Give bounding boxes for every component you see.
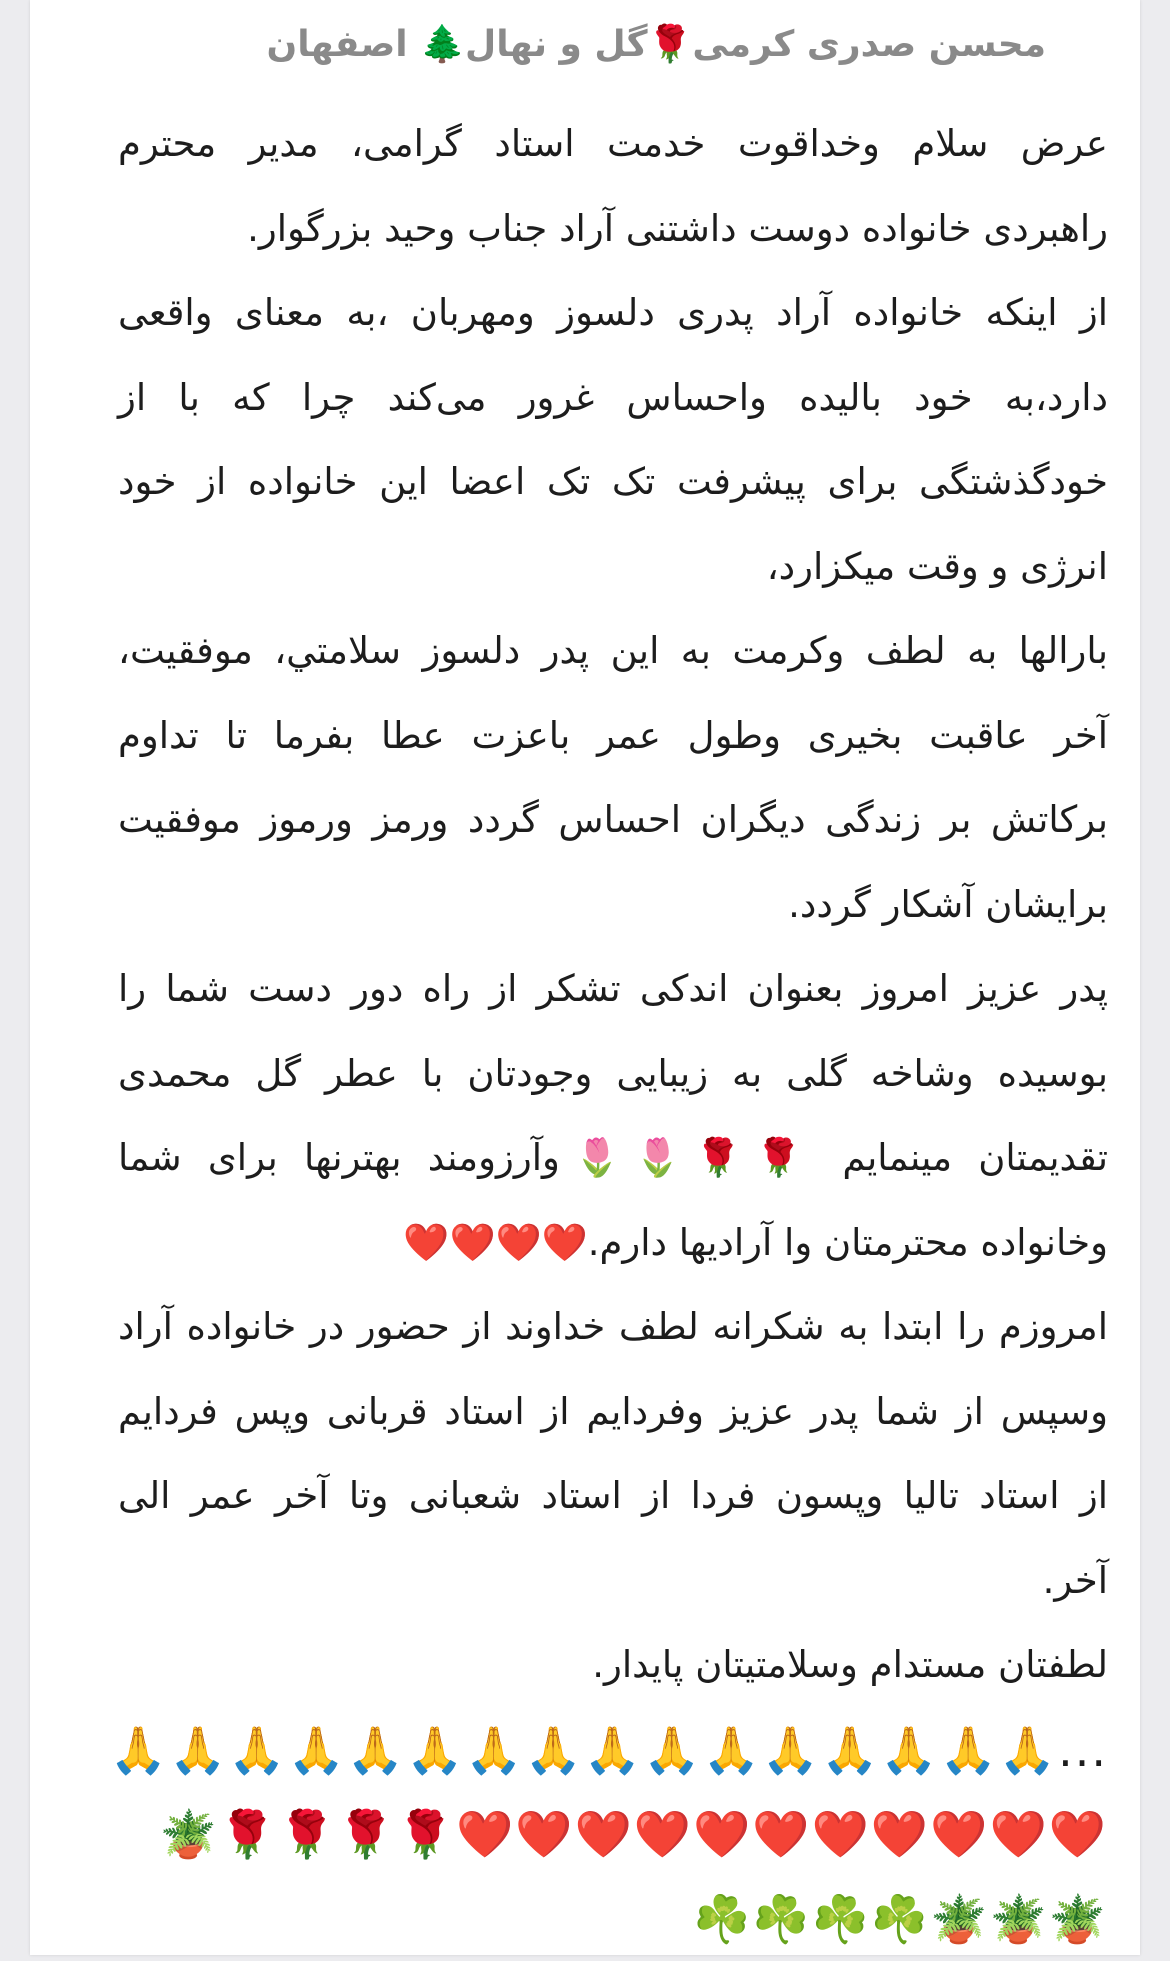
message-line: امروزم را ابتدا به شکرانه لطف خداوند از حضور در خانواده آراد — [118, 1285, 1108, 1370]
message-line: آخر. — [118, 1539, 1108, 1624]
message-line: وسپس از شما پدر عزیز وفردایم از استاد قربانی وپس فردایم — [118, 1370, 1108, 1455]
message-line: پدر عزیز امروز بعنوان اندکی تشکر از راه دور دست شما را — [118, 947, 1108, 1032]
prayer-emoji-line: ...🙏🙏🙏🙏🙏🙏🙏🙏🙏🙏🙏🙏🙏🙏🙏🙏 — [118, 1708, 1108, 1793]
message-line: راهبردی خانواده دوست داشتنی آراد جناب وحید بزرگوار. — [118, 187, 1108, 272]
message-line: لطفتان مستدام وسلامتیتان پایدار. — [118, 1623, 1108, 1708]
message-line: برکاتش بر زندگی دیگران احساس گردد ورمز ورموز موفقیت — [118, 778, 1108, 863]
message-line: تقدیمتان مینمایم 🌹🌹🌷🌷وآرزومند بهترنها برای شما — [118, 1116, 1108, 1201]
message-line: انرژی و وقت میکزارد، — [118, 525, 1108, 610]
message-text — [118, 102, 1108, 1961]
message-line: بارالها به لطف وکرمت به این پدر دلسوز سلامتي، موفقيت، — [118, 609, 1108, 694]
message-card — [30, 0, 1140, 1955]
message-line: وخانواده محترمتان وا آرادیها دارم.❤️❤️❤️❤️ — [118, 1201, 1108, 1286]
message-line: بوسیده وشاخه گلی به زیبایی وجودتان با عطر گل محمدی — [118, 1032, 1108, 1117]
message-line: خودگذشتگی برای پیشرفت تک تک اعضا این خانواده از خود — [118, 440, 1108, 525]
plant-clover-emoji-line: 🪴🪴🪴☘️☘️☘️☘️ — [118, 1877, 1108, 1961]
message-line: از اینکه خانواده آراد پدری دلسوز ومهربان ،به معنای واقعی — [118, 271, 1108, 356]
message-line: آخر عاقبت بخیری وطول عمر باعزت عطا بفرما تا تداوم — [118, 694, 1108, 779]
message-line: از استاد تالیا وپسون فردا از استاد شعبانی وتا آخر عمر الی — [118, 1454, 1108, 1539]
sender-name[interactable]: محسن صدری کرمی🌹گل و نهال🌲 اصفهان — [267, 18, 1046, 72]
heart-rose-emoji-line: ❤️❤️❤️❤️❤️❤️❤️❤️❤️❤️❤️🌹🌹🌹🌹🪴 — [118, 1792, 1108, 1877]
message-line: دارد،به خود بالیده واحساس غرور می‌کند چرا که با از — [118, 356, 1108, 441]
message-line: عرض سلام وخداقوت خدمت استاد گرامی، مدیر محترم — [118, 102, 1108, 187]
message-line: برایشان آشکار گردد. — [118, 863, 1108, 948]
